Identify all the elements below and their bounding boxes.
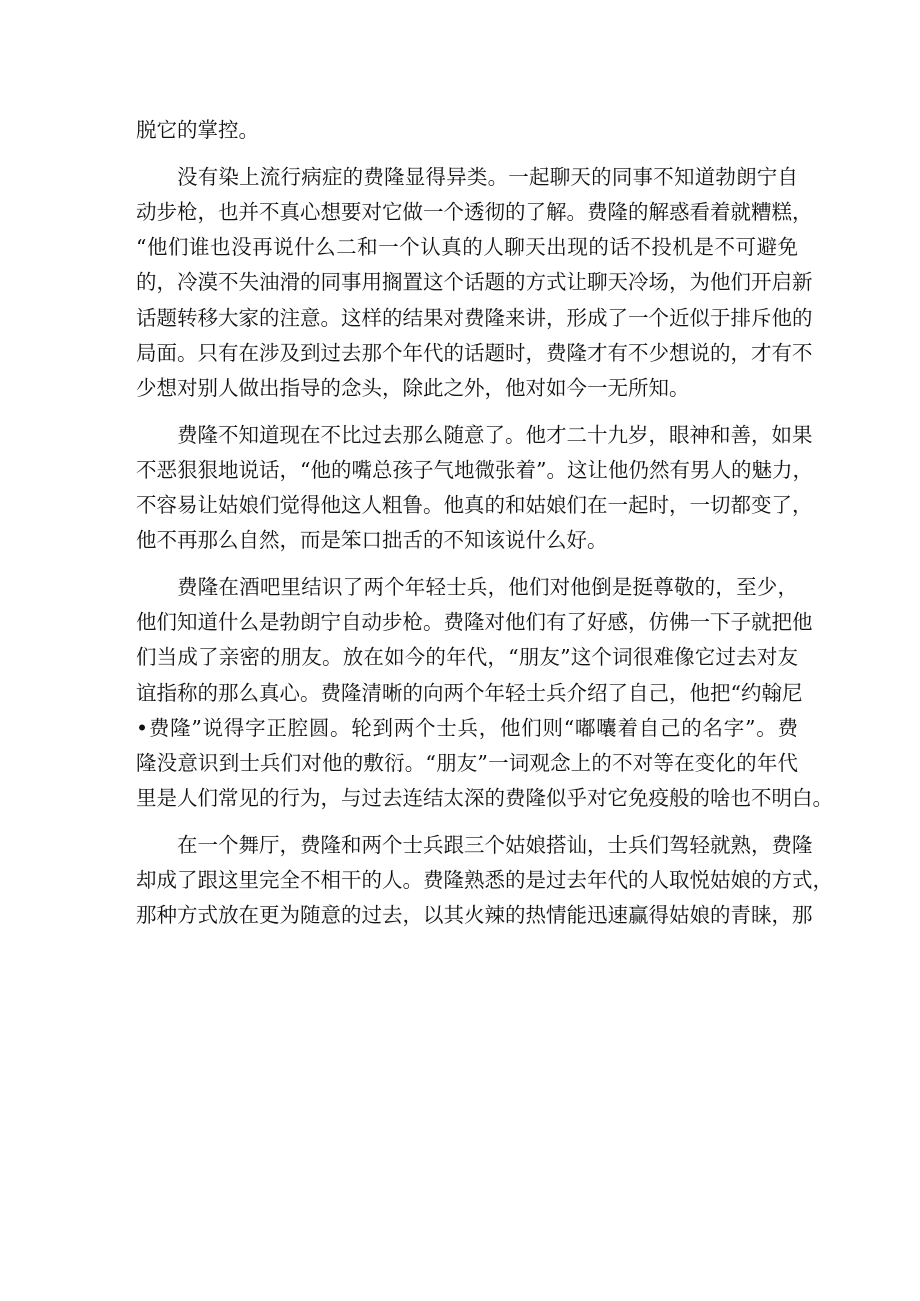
text-line: 少想对别人做出指导的念头，除此之外，他对如今一无所知。 bbox=[136, 375, 690, 400]
text-line: 们当成了亲密的朋友。放在如今的年代，“朋友”这个词很难像它过去对友 bbox=[136, 645, 798, 670]
paragraph-gap bbox=[136, 406, 798, 418]
paragraph-5 bbox=[136, 828, 833, 934]
text-line: 他们知道什么是勃朗宁自动步枪。费隆对他们有了好感，仿佛一下子就把他 bbox=[136, 610, 813, 635]
text-line: “他们谁也没再说什么二和一个认真的人聊天出现的话不投机是不可避免 bbox=[136, 235, 798, 260]
text-line: 他不再那么自然，而是笨口拙舌的不知该说什么好。 bbox=[136, 528, 608, 553]
text-line: 谊指称的那么真心。费隆清晰的向两个年轻士兵介绍了自己，他把“约翰尼 bbox=[136, 680, 803, 705]
article-body bbox=[136, 113, 833, 934]
paragraph-4 bbox=[136, 570, 833, 816]
text-line: 那种方式放在更为随意的过去，以其火辣的热情能迅速赢得姑娘的青睐，那 bbox=[136, 903, 813, 928]
text-line: 费隆在酒吧里结识了两个年轻士兵，他们对他倒是挺尊敬的，至少， bbox=[177, 575, 798, 600]
paragraph-gap bbox=[136, 558, 798, 570]
text-line: 局面。只有在涉及到过去那个年代的话题时，费隆才有不少想说的，才有不 bbox=[136, 340, 813, 365]
paragraph-gap bbox=[136, 148, 798, 160]
paragraph-3 bbox=[136, 418, 813, 559]
text-line: 不容易让姑娘们觉得他这人粗鲁。他真的和姑娘们在一起时，一切都变了， bbox=[136, 493, 813, 518]
text-line: 没有染上流行病症的费隆显得异类。一起聊天的同事不知道勃朗宁自 bbox=[177, 164, 798, 189]
paragraph-gap bbox=[136, 816, 798, 828]
text-line: 的，冷漠不失油滑的同事用搁置这个话题的方式让聊天冷场，为他们开启新 bbox=[136, 270, 813, 295]
text-line: 费隆不知道现在不比过去那么随意了。他才二十九岁，眼神和善，如果 bbox=[177, 422, 813, 447]
text-line: 脱它的掌控。 bbox=[136, 118, 259, 142]
text-line: •费隆”说得字正腔圆。轮到两个士兵，他们则“嘟囔着自己的名字”。费 bbox=[136, 715, 798, 740]
text-line: 里是人们常见的行为，与过去连结太深的费隆似乎对它免疫般的啥也不明白。 bbox=[136, 786, 833, 811]
text-line: 却成了跟这里完全不相干的人。费隆熟悉的是过去年代的人取悦姑娘的方式， bbox=[136, 868, 833, 893]
text-line: 在一个舞厅，费隆和两个士兵跟三个姑娘搭讪，士兵们驾轻就熟，费隆 bbox=[177, 832, 813, 857]
paragraph-2 bbox=[136, 160, 813, 406]
text-line: 动步枪，也并不真心想要对它做一个透彻的了解。费隆的解惑看着就糟糕， bbox=[136, 199, 813, 224]
text-line: 话题转移大家的注意。这样的结果对费隆来讲，形成了一个近似于排斥他的 bbox=[136, 305, 813, 330]
text-line: 隆没意识到士兵们对他的敷衍。“朋友”一词观念上的不对等在变化的年代 bbox=[136, 750, 798, 775]
text-line: 不恶狠狠地说话，“他的嘴总孩子气地微张着”。这让他仍然有男人的魅力， bbox=[136, 457, 813, 482]
paragraph-1 bbox=[136, 113, 798, 148]
